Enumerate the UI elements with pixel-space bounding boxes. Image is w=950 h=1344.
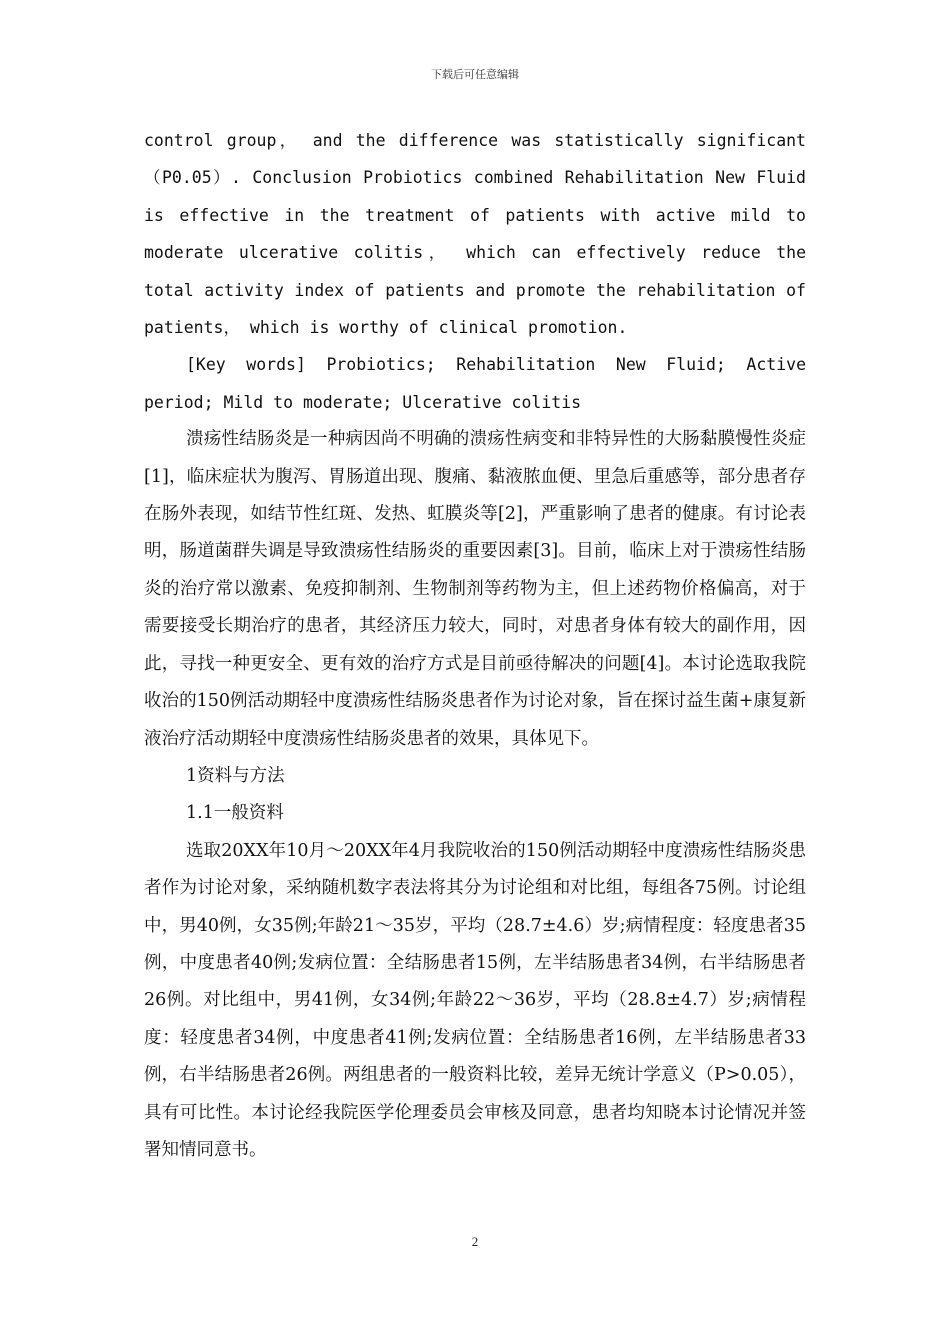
subsection-heading: 1.1一般资料 — [186, 803, 284, 824]
page-header: 下载后可任意编辑 — [431, 68, 519, 81]
abstract-continuation: control group， and the difference was statistically significant （P0.05）. Conclusion Probiotics combined Rehabilitation New Fluid is effective in the treatment of patients with active mild to moderate ulcerative colitis， which can effectively reduce the total activity index of patients and promote the rehabilitation of patients， which is worthy of clinical promotion. — [144, 131, 806, 338]
general-info-paragraph: 选取20XX年10月～20XX年4月我院收治的150例活动期轻中度溃疡性结肠炎患者作为讨论对象，采纳随机数字表法将其分为讨论组和对比组，每组各75例。讨论组中，男40例，女35例;年龄21～35岁，平均（28.7±4.6）岁;病情程度：轻度患者35例，中度患者40例;发病位置：全结肠患者15例，左半结肠患者34例，右半结肠患者26例。对比组中，男41例，女34例;年龄22～36岁，平均（28.8±4.7）岁;病情程度：轻度患者34例，中度患者41例;发病位置：全结肠患者16例，左半结肠患者33例，右半结肠患者26例。两组患者的一般资料比较，差异无统计学意义（P>0.05），具有可比性。本讨论经我院医学伦理委员会审核及同意，患者均知晓本讨论情况并签署知情同意书。 — [144, 840, 806, 1160]
page-number: 2 — [471, 1234, 479, 1249]
intro-paragraph: 溃疡性结肠炎是一种病因尚不明确的溃疡性病变和非特异性的大肠黏膜慢性炎症[1]，临床症状为腹泻、胃肠道出现、腹痛、黏液脓血便、里急后重感等，部分患者存在肠外表现，如结节性红斑、发热、虹膜炎等[2]，严重影响了患者的健康。有讨论表明，肠道菌群失调是导致溃疡性结肠炎的重要因素[3]。目前，临床上对于溃疡性结肠炎的治疗常以激素、免疫抑制剂、生物制剂等药物为主，但上述药物价格偏高，对于需要接受长期治疗的患者，其经济压力较大，同时，对患者身体有较大的副作用，因此，寻找一种更安全、更有效的治疗方式是目前亟待解决的问题[4]。本讨论选取我院收治的150例活动期轻中度溃疡性结肠炎患者作为讨论对象，旨在探讨益生菌+康复新液治疗活动期轻中度溃疡性结肠炎患者的效果，具体见下。 — [144, 429, 806, 749]
keywords-paragraph: [Key words] Probiotics; Rehabilitation New Fluid; Active period; Mild to moderate; Ulcerative colitis — [144, 355, 806, 412]
document-body — [144, 122, 806, 1169]
section-heading: 1资料与方法 — [186, 765, 285, 786]
